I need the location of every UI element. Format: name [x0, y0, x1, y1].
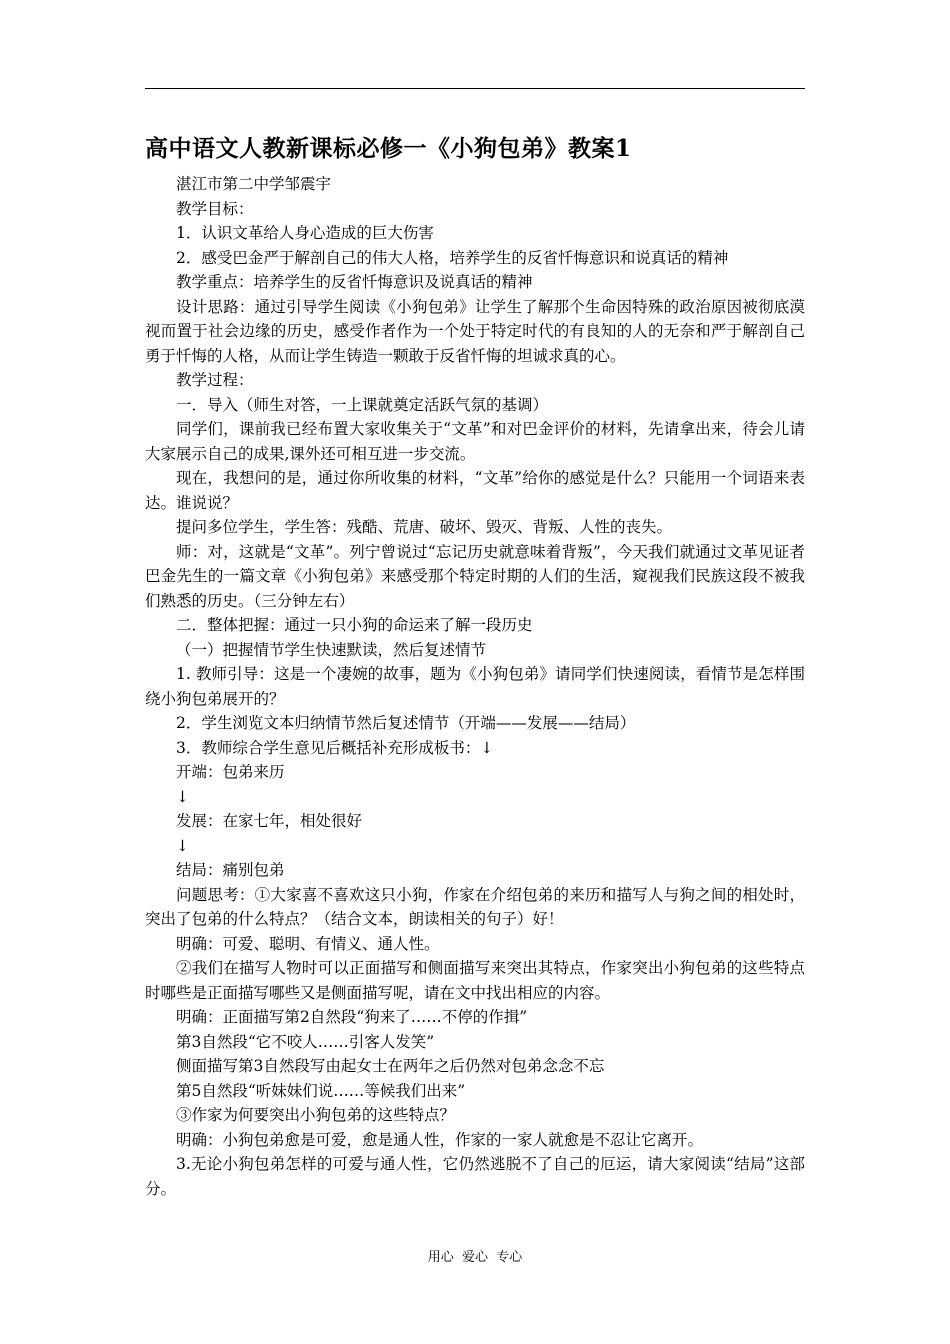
paragraph: 3．教师综合学生意见后概括补充形成板书：↓: [176, 738, 494, 757]
paragraph: 提问多位学生，学生答：残酷、荒唐、破坏、毁灭、背叛、人性的丧失。: [176, 518, 673, 536]
paragraph: 开端：包弟来历: [176, 763, 285, 781]
paragraph: 明确：可爱、聪明、有情义、通人性。: [176, 934, 440, 953]
paragraph: 侧面描写第3自然段写由起女士在两年之后仍然对包弟念念不忘: [176, 1057, 605, 1075]
paragraph: 师：对，这就是“文革”。列宁曾说过“忘记历史就意味着背叛”，今天我们就通过文革见证者巴金先生的一篇文章《小狗包弟》来感受那个特定时期的人们的生活，窥视我们民族这段不被我们熟悉的历史。（三分钟左右）: [145, 542, 805, 610]
paragraph: 同学们，课前我已经布置大家收集关于“文革”和对巴金评价的材料，先请拿出来，待会儿请大家展示自己的成果,课外还可相互进一步交流。: [145, 420, 805, 463]
paragraph: 教学目标：: [176, 199, 254, 218]
paragraph: 教学过程：: [176, 371, 254, 389]
paragraph: 一．导入（师生对答，一上课就奠定活跃气氛的基调）: [176, 395, 549, 414]
paragraph: 二．整体把握：通过一只小狗的命运来了解一段历史: [176, 616, 533, 634]
paragraph: 结局：痛别包弟: [176, 861, 285, 879]
paragraph: （一）把握情节学生快速默读，然后复述情节: [176, 640, 487, 659]
flow-arrow: ↓: [176, 787, 189, 806]
document-title: 高中语文人教新课标必修一《小狗包弟》教案1: [145, 135, 632, 162]
flow-arrow: ↓: [176, 836, 189, 855]
paragraph: 湛江市第二中学邹震宇: [176, 175, 332, 193]
paragraph: 2．感受巴金严于解剖自己的伟大人格，培养学生的反省忏悔意识和说真话的精神: [176, 248, 729, 267]
paragraph: 3.无论小狗包弟怎样的可爱与通人性，它仍然逃脱不了自己的厄运，请大家阅读“结局”这部分。: [145, 1155, 805, 1198]
paragraph: 2．学生浏览文本归纳情节然后复述情节（开端——发展——结局）: [176, 714, 636, 732]
paragraph: 明确：小狗包弟愈是可爱，愈是通人性，作家的一家人就愈是不忍让它离开。: [176, 1130, 704, 1149]
document-body: [145, 172, 805, 1201]
paragraph: 第3自然段“它不咬人……引客人发笑”: [176, 1032, 435, 1051]
paragraph: 1. 教师引导：这是一个凄婉的故事，题为《小狗包弟》请同学们快速阅读，看情节是怎样围绕小狗包弟展开的？: [145, 665, 805, 708]
paragraph: 教学重点：培养学生的反省忏悔意识及说真话的精神: [176, 273, 533, 291]
paragraph: 第5自然段“听妹妹们说……等候我们出来”: [176, 1081, 466, 1100]
paragraph: 发展：在家七年，相处很好: [176, 812, 363, 830]
paragraph: ③作家为何要突出小狗包弟的这些特点？: [176, 1106, 456, 1124]
page-footer: 用心 爱心 专心: [427, 1250, 523, 1265]
paragraph: 1．认识文革给人身心造成的巨大伤害: [176, 224, 434, 242]
paragraph: 设计思路：通过引导学生阅读《小狗包弟》让学生了解那个生命因特殊的政治原因被彻底漠视而置于社会边缘的历史，感受作者作为一个处于特定时代的有良知的人的无奈和严于解剖自己勇于忏悔的人格，从而让学生铸造一颗敢于反省忏悔的坦诚求真的心。: [145, 297, 805, 365]
paragraph: 问题思考：①大家喜不喜欢这只小狗，作家在介绍包弟的来历和描写人与狗之间的相处时，突出了包弟的什么特点？（结合文本，朗读相关的句子）好！: [145, 885, 805, 928]
paragraph: 明确：正面描写第2自然段“狗来了……不停的作揖”: [176, 1008, 528, 1026]
paragraph: 现在，我想问的是，通过你所收集的材料，“文革”给你的感觉是什么？只能用一个词语来表达。谁说说？: [145, 469, 805, 512]
header-rule: [145, 88, 805, 89]
paragraph: ②我们在描写人物时可以正面描写和侧面描写来突出其特点，作家突出小狗包弟的这些特点时哪些是正面描写哪些又是侧面描写呢，请在文中找出相应的内容。: [145, 959, 805, 1002]
